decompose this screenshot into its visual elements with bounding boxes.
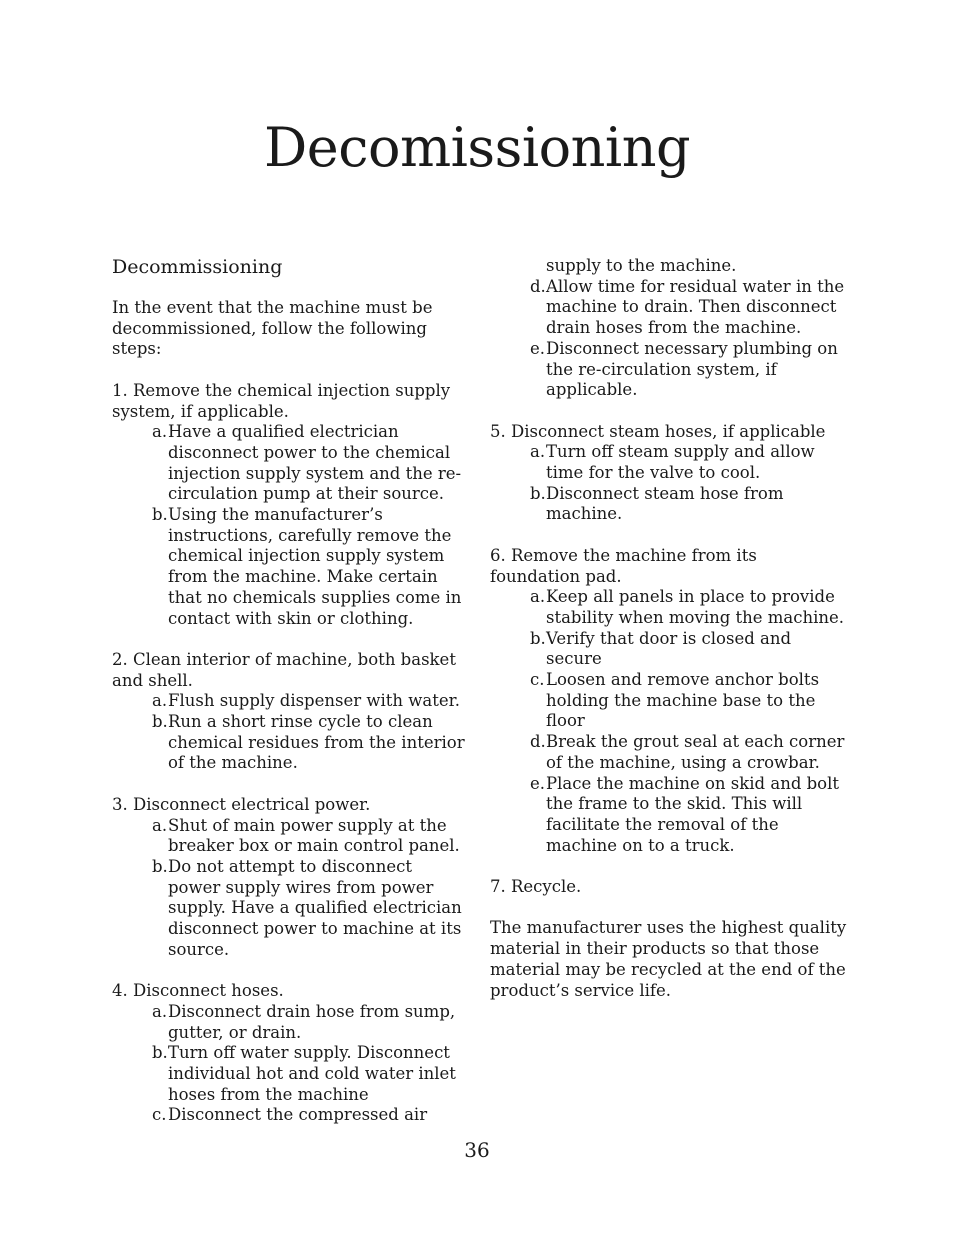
step-3-item-a [112, 816, 467, 857]
item-letter: e. [530, 773, 546, 793]
section-heading: Decommissioning [112, 256, 283, 278]
step-5-title: 5. Disconnect steam hoses, if applicable [490, 421, 826, 441]
item-letter: d. [530, 276, 546, 296]
step-5-item-a [490, 442, 850, 483]
page-title: Decomissioning [263, 116, 691, 179]
step-4-item-d [490, 277, 850, 339]
item-letter: b. [530, 628, 546, 648]
item-letter: c. [152, 1105, 167, 1125]
step-7-title: 7. Recycle. [490, 877, 582, 897]
item-letter: c. [530, 670, 545, 690]
item-letter: a. [152, 422, 168, 442]
step-6-item-a [490, 587, 850, 628]
item-text: Disconnect necessary plumbing on the re-circulation system, if applicable. [546, 338, 838, 400]
step-6-item-c [490, 670, 850, 732]
step-2-item-a [112, 691, 467, 712]
step-6-item-e [490, 774, 850, 857]
item-letter: d. [530, 732, 546, 752]
step-4-item-a [112, 1002, 467, 1043]
item-letter: e. [530, 338, 546, 358]
item-text: Using the manufacturer’s instructions, carefully remove the chemical injection supply system from the machine. Make certain that no chemicals supplies come in contact with skin or clothing. [168, 505, 462, 628]
step-6-title: 6. Remove the machine from its foundation pad. [490, 545, 757, 586]
step-3-title: 3. Disconnect electrical power. [112, 794, 371, 814]
step-6-item-b [490, 629, 850, 670]
item-letter: b. [152, 1043, 168, 1063]
item-text: Flush supply dispenser with water. [168, 691, 460, 711]
item-text: Disconnect steam hose from machine. [546, 483, 784, 524]
item-letter: b. [152, 856, 168, 876]
step-1-item-b [112, 505, 467, 629]
item-text: Shut of main power supply at the breaker box or main control panel. [168, 815, 460, 856]
item-letter: b. [152, 505, 168, 525]
intro-paragraph: In the event that the machine must be decommissioned, follow the following steps: [112, 298, 433, 359]
left-column [112, 256, 467, 1126]
item-text: Place the machine on skid and bolt the frame to the skid. This will facilitate the removal of the machine on to a truck. [546, 773, 840, 855]
step-2-item-b [112, 712, 467, 774]
step-4-item-c [112, 1105, 467, 1126]
item-text: Loosen and remove anchor bolts holding the machine base to the floor [546, 670, 820, 731]
item-text: Verify that door is closed and secure [546, 628, 792, 669]
page-number: 36 [464, 1138, 490, 1162]
step-4-item-b [112, 1043, 467, 1105]
item-text: Turn off water supply. Disconnect individual hot and cold water inlet hoses from the machine [168, 1043, 456, 1104]
item-letter: a. [530, 587, 546, 607]
step-4-item-e [490, 339, 850, 401]
item-text: Disconnect the compressed air [168, 1105, 428, 1125]
item-text: Do not attempt to disconnect power supply wires from power supply. Have a qualified electrician disconnect power to machine at its source. [168, 856, 462, 959]
step-2-title: 2. Clean interior of machine, both basket and shell. [112, 649, 456, 690]
item-letter: a. [152, 691, 168, 711]
step-1-item-a [112, 422, 467, 505]
item-text: Allow time for residual water in the machine to drain. Then disconnect drain hoses from the machine. [546, 276, 845, 338]
item-text: Break the grout seal at each corner of the machine, using a crowbar. [546, 732, 845, 772]
item-text: Have a qualified electrician disconnect power to the chemical injection supply system and the re-circulation pump at their source. [168, 422, 462, 504]
step-5-item-b [490, 484, 850, 525]
item-letter: b. [530, 483, 546, 503]
item-text: Run a short rinse cycle to clean chemical residues from the interior of the machine. [168, 712, 465, 773]
step-4-item-c-continued: supply to the machine. [546, 256, 737, 275]
step-1-title: 1. Remove the chemical injection supply system, if applicable. [112, 380, 451, 421]
item-text: Keep all panels in place to provide stability when moving the machine. [546, 587, 845, 627]
item-letter: a. [530, 442, 546, 462]
item-text: Disconnect drain hose from sump, gutter, or drain. [168, 1001, 456, 1042]
right-column [490, 256, 850, 1001]
closing-paragraph: The manufacturer uses the highest quality material in their products so that those material may be recycled at the end of the product’s service life. [490, 918, 847, 1000]
item-letter: a. [152, 815, 168, 835]
step-6-item-d [490, 732, 850, 773]
step-4-title: 4. Disconnect hoses. [112, 981, 284, 1001]
item-text: Turn off steam supply and allow time for the valve to cool. [546, 442, 815, 483]
step-3-item-b [112, 857, 467, 961]
item-letter: a. [152, 1001, 168, 1021]
item-letter: b. [152, 712, 168, 732]
